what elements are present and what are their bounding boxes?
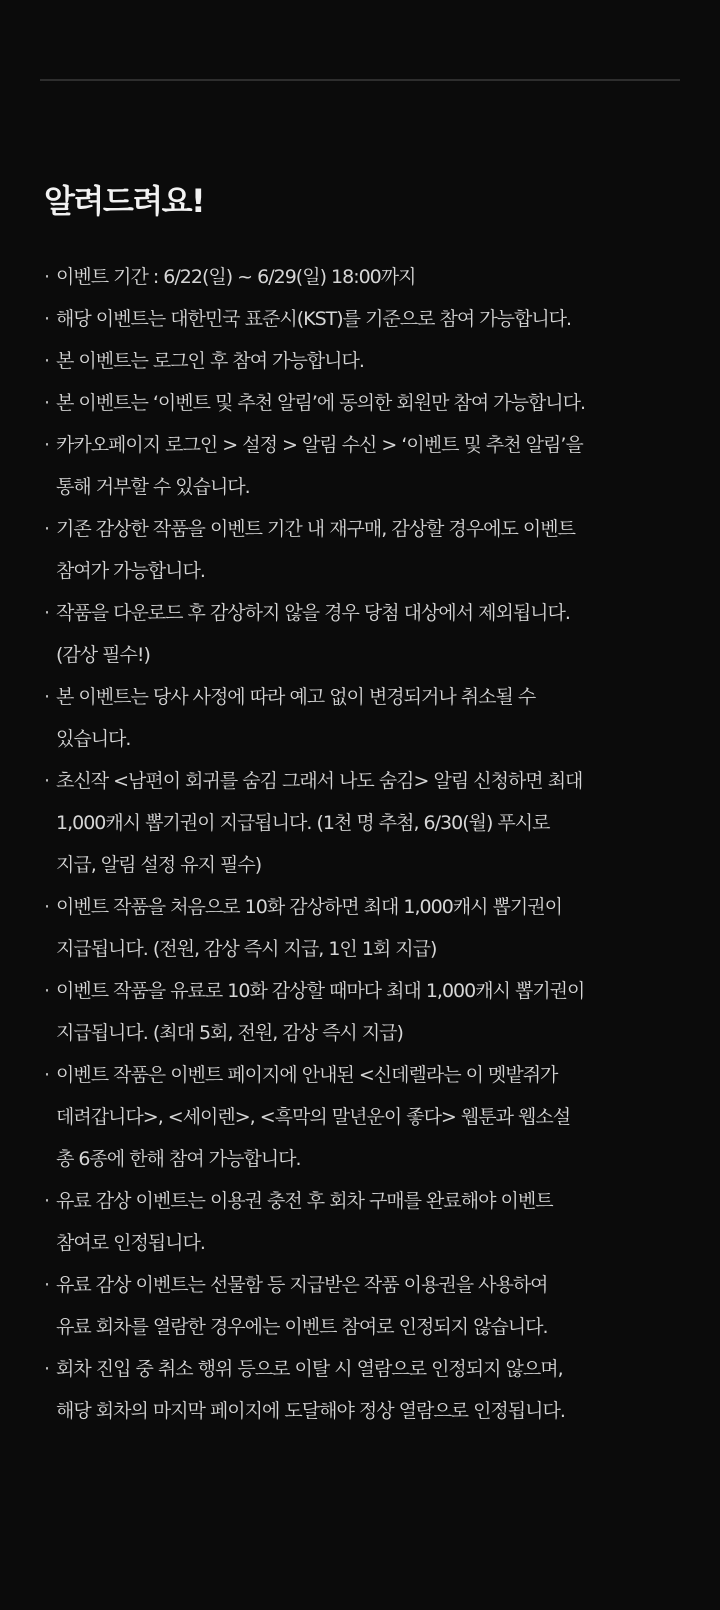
notice-item-text: 지급, 알림 설정 유지 필수) (56, 854, 262, 876)
bullet-dot-icon: · (44, 1064, 50, 1086)
bullet-dot-icon: · (44, 1190, 50, 1212)
notice-item-text: 이벤트 기간 : 6/22(일) ~ 6/29(일) 18:00까지 (56, 266, 416, 288)
notice-item-text: 참여가 가능합니다. (56, 560, 205, 582)
notice-item (44, 592, 680, 676)
notice-item (44, 886, 680, 970)
notice-item-text: 카카오페이지 로그인 > 설정 > 알림 수신 > ‘이벤트 및 추천 알림’을 (56, 434, 583, 456)
notice-item-text: 초신작 <남편이 회귀를 숨김 그래서 나도 숨김> 알림 신청하면 최대 (56, 770, 583, 792)
notice-item (44, 298, 680, 340)
notice-item-text: 참여로 인정됩니다. (56, 1232, 205, 1254)
bullet-dot-icon: · (44, 392, 50, 414)
notice-item (44, 256, 680, 298)
bullet-dot-icon: · (44, 770, 50, 792)
bullet-dot-icon: · (44, 896, 50, 918)
notice-list (44, 256, 680, 1432)
notice-item (44, 508, 680, 592)
notice-item-text: 있습니다. (56, 728, 131, 750)
notice-item-text: 본 이벤트는 로그인 후 참여 가능합니다. (56, 350, 364, 372)
event-notice-section (44, 170, 680, 1432)
notice-item-text: 유료 감상 이벤트는 선물함 등 지급받은 작품 이용권을 사용하여 (56, 1274, 548, 1296)
notice-item-text: (감상 필수!) (56, 644, 150, 666)
bullet-dot-icon: · (44, 980, 50, 1002)
notice-item (44, 676, 680, 760)
notice-item (44, 1348, 680, 1432)
notice-item-text: 통해 거부할 수 있습니다. (56, 476, 250, 498)
bullet-dot-icon: · (44, 602, 50, 624)
notice-item-text: 1,000캐시 뽑기권이 지급됩니다. (1천 명 추첨, 6/30(월) 푸시로 (56, 812, 550, 834)
notice-item-text: 본 이벤트는 ‘이벤트 및 추천 알림’에 동의한 회원만 참여 가능합니다. (56, 392, 586, 414)
bullet-dot-icon: · (44, 308, 50, 330)
notice-item (44, 1180, 680, 1264)
bullet-dot-icon: · (44, 1274, 50, 1296)
notice-item (44, 1054, 680, 1180)
bullet-dot-icon: · (44, 434, 50, 456)
notice-item (44, 1264, 680, 1348)
bullet-dot-icon: · (44, 1358, 50, 1380)
notice-item-text: 지급됩니다. (전원, 감상 즉시 지급, 1인 1회 지급) (56, 938, 437, 960)
notice-item-text: 이벤트 작품은 이벤트 페이지에 안내된 <신데렐라는 이 멧밭쥐가 (56, 1064, 558, 1086)
notice-item (44, 382, 680, 424)
bullet-dot-icon: · (44, 686, 50, 708)
notice-item-text: 작품을 다운로드 후 감상하지 않을 경우 당첨 대상에서 제외됩니다. (56, 602, 570, 624)
bullet-dot-icon: · (44, 350, 50, 372)
notice-item (44, 970, 680, 1054)
notice-item-text: 유료 감상 이벤트는 이용권 충전 후 회차 구매를 완료해야 이벤트 (56, 1190, 553, 1212)
notice-title: 알려드려요! (44, 182, 205, 220)
top-divider (40, 79, 680, 81)
notice-item-text: 이벤트 작품을 처음으로 10화 감상하면 최대 1,000캐시 뽑기권이 (56, 896, 562, 918)
notice-item-text: 데려갑니다>, <세이렌>, <흑막의 말년운이 좋다> 웹툰과 웹소설 (56, 1106, 571, 1128)
notice-item (44, 424, 680, 508)
notice-item-text: 총 6종에 한해 참여 가능합니다. (56, 1148, 301, 1170)
notice-item (44, 340, 680, 382)
notice-item-text: 이벤트 작품을 유료로 10화 감상할 때마다 최대 1,000캐시 뽑기권이 (56, 980, 585, 1002)
notice-item-text: 본 이벤트는 당사 사정에 따라 예고 없이 변경되거나 취소될 수 (56, 686, 536, 708)
notice-item-text: 회차 진입 중 취소 행위 등으로 이탈 시 열람으로 인정되지 않으며, (56, 1358, 563, 1380)
notice-item (44, 760, 680, 886)
bullet-dot-icon: · (44, 266, 50, 288)
notice-item-text: 유료 회차를 열람한 경우에는 이벤트 참여로 인정되지 않습니다. (56, 1316, 548, 1338)
notice-item-text: 기존 감상한 작품을 이벤트 기간 내 재구매, 감상할 경우에도 이벤트 (56, 518, 575, 540)
notice-item-text: 지급됩니다. (최대 5회, 전원, 감상 즉시 지급) (56, 1022, 403, 1044)
notice-item-text: 해당 회차의 마지막 페이지에 도달해야 정상 열람으로 인정됩니다. (56, 1400, 565, 1422)
notice-item-text: 해당 이벤트는 대한민국 표준시(KST)를 기준으로 참여 가능합니다. (56, 308, 572, 330)
bullet-dot-icon: · (44, 518, 50, 540)
